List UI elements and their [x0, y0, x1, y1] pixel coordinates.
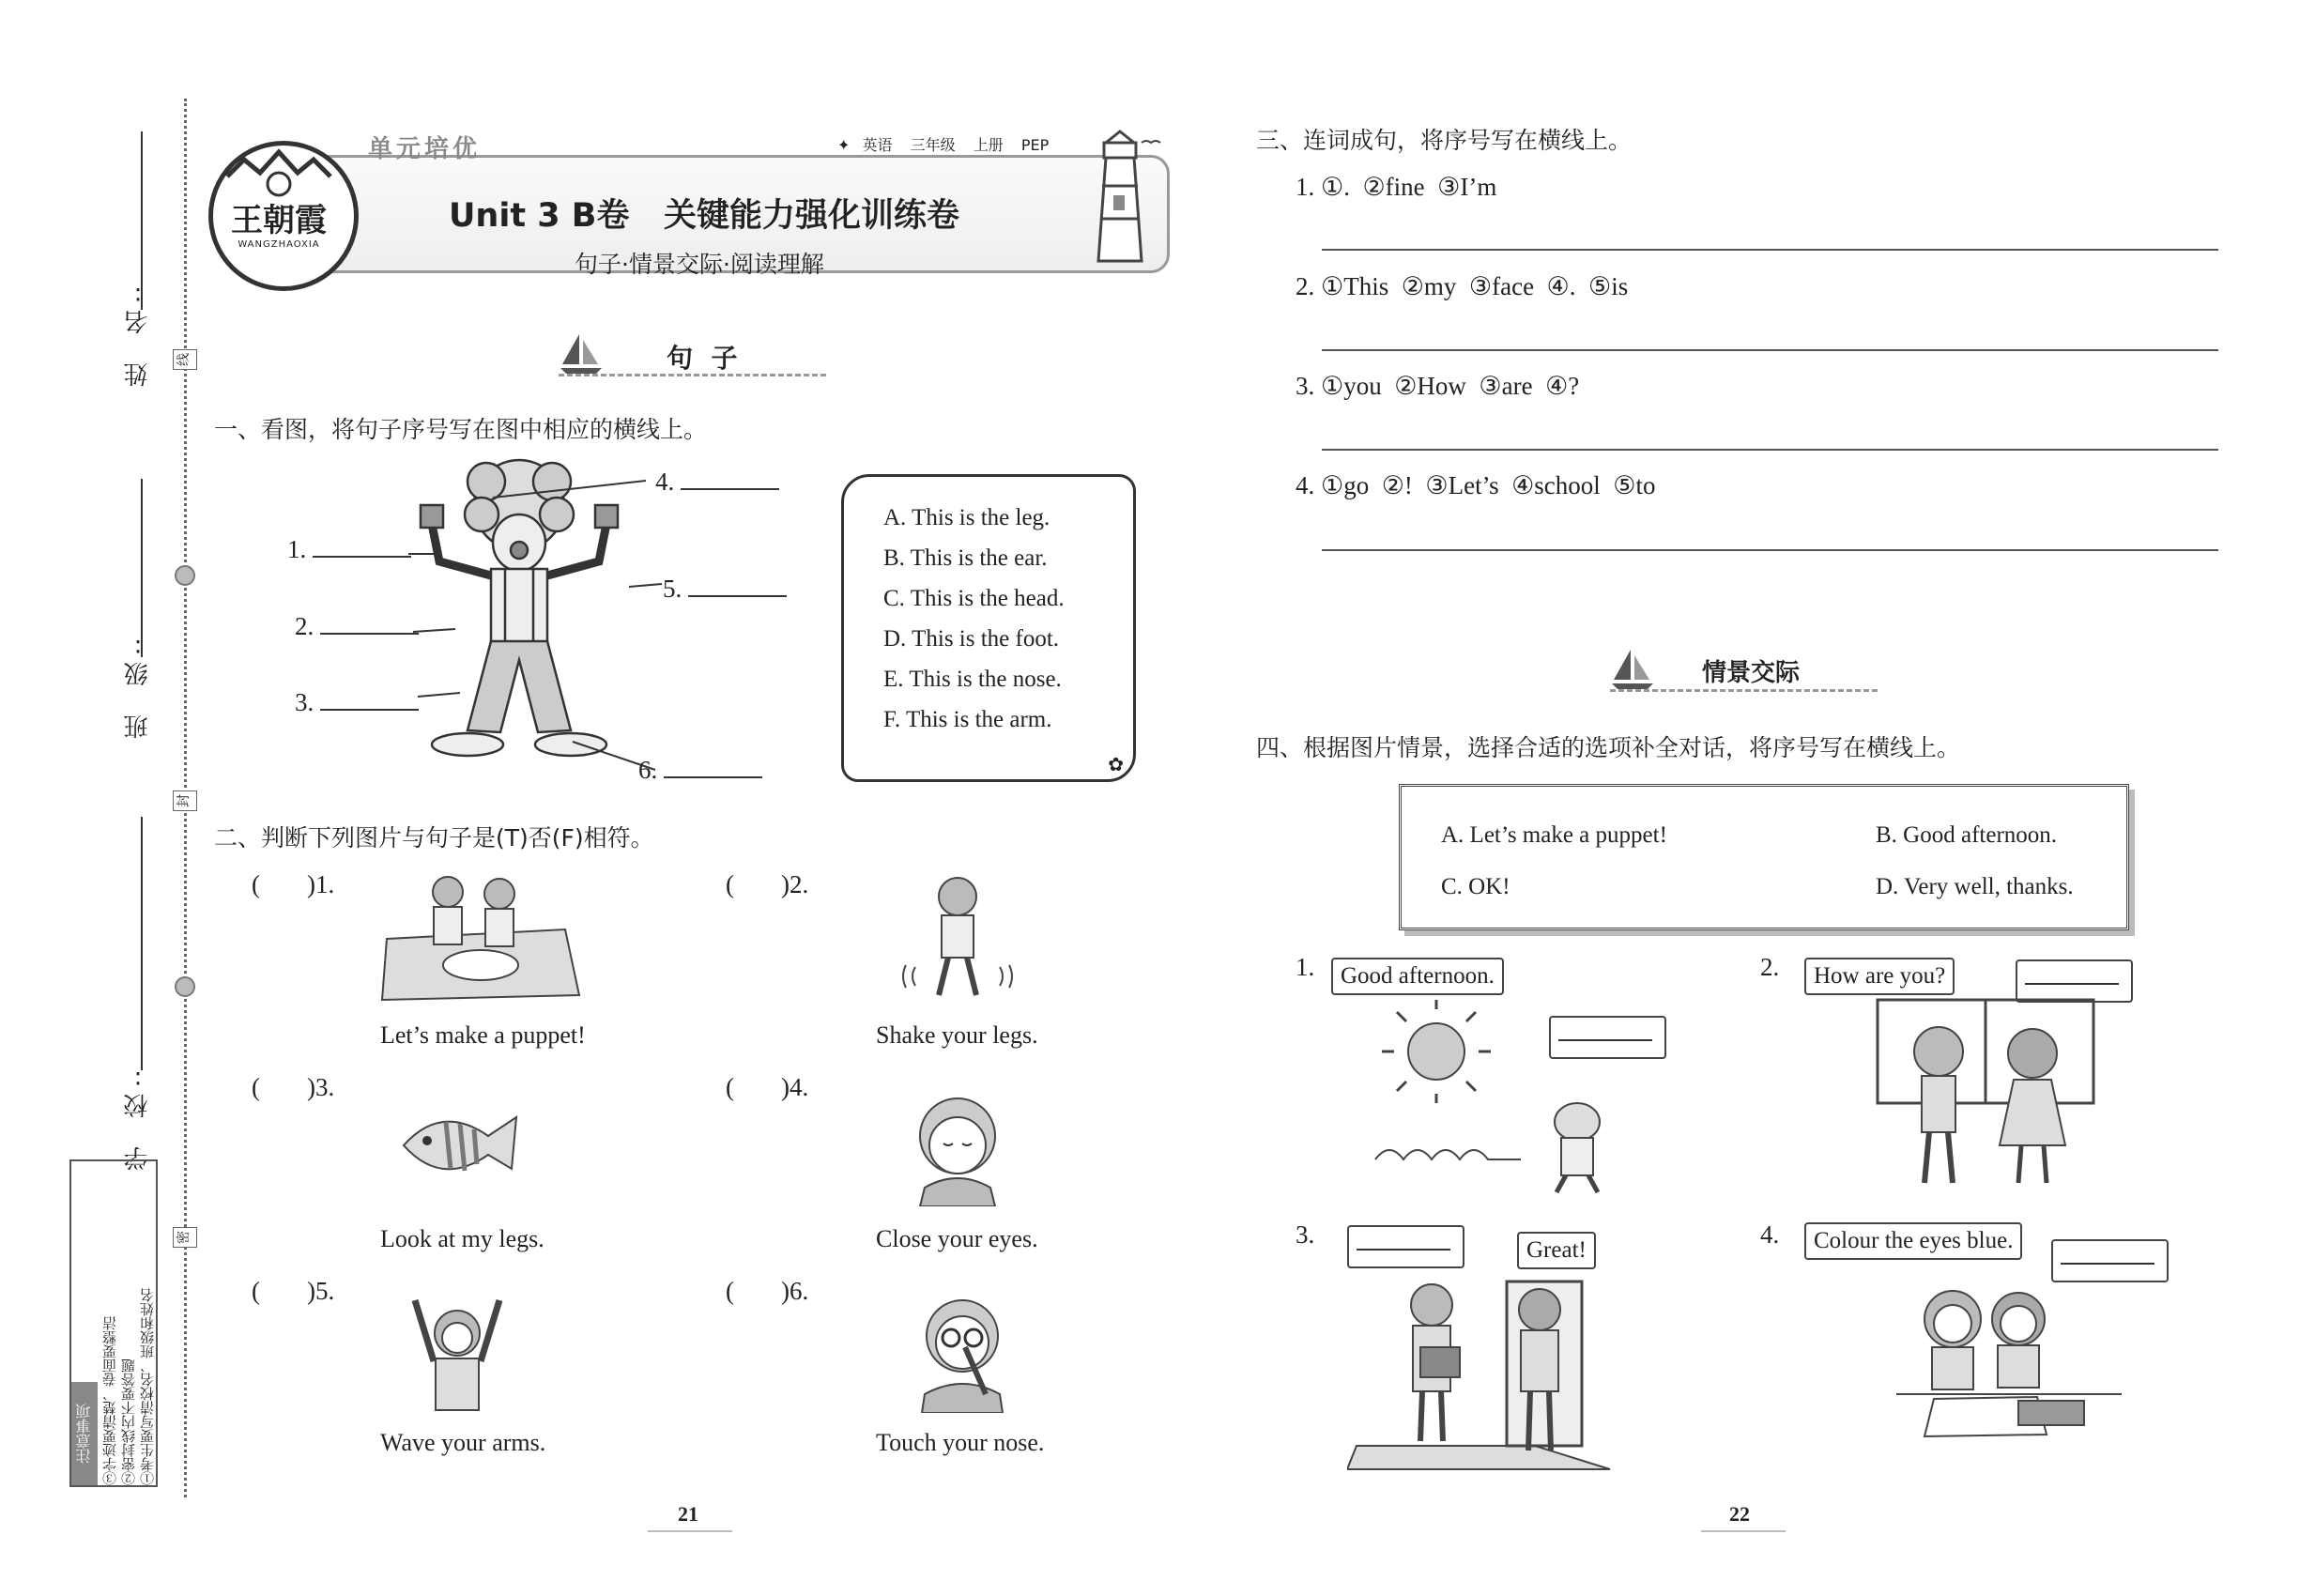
- item-number: )2.: [781, 870, 809, 898]
- seal-dot-icon: [175, 565, 195, 586]
- scene-4-number: 4.: [1760, 1220, 1780, 1249]
- note-2: ②密封线内不要答题: [120, 1358, 137, 1485]
- meta-grade: 三年级: [910, 136, 956, 154]
- section-title-sentences: 句 子: [667, 343, 738, 374]
- page-number-right: 22: [1729, 1502, 1750, 1526]
- q2-caption-2: Shake your legs.: [876, 1021, 1038, 1049]
- shake-legs-picture: [887, 873, 1028, 1005]
- item-number: )3.: [307, 1073, 335, 1101]
- class-label: 班 级:: [124, 634, 152, 739]
- scene-1-number: 1.: [1296, 953, 1315, 981]
- cut-mark-1: 线: [173, 349, 197, 370]
- q2-caption-5: Wave your arms.: [380, 1429, 546, 1456]
- q1-options-box: [841, 474, 1136, 782]
- greeting-kids-picture: [1873, 995, 2098, 1192]
- doorway-kids-picture: [1347, 1277, 1619, 1474]
- q1-blank-3[interactable]: [295, 688, 419, 717]
- touch-nose-picture: [911, 1291, 1014, 1413]
- q1-blank-6[interactable]: [638, 756, 762, 785]
- q4-instruction: 四、根据图片情景，选择合适的选项补全对话，将序号写在横线上。: [1256, 734, 1961, 761]
- q1-blank-1[interactable]: [287, 535, 411, 564]
- option-f: F. This is the arm.: [883, 707, 1052, 732]
- item-number: )1.: [307, 870, 335, 898]
- notes-box: [69, 1159, 158, 1487]
- page-number-decoration: [648, 1530, 732, 1532]
- scene-2-number: 2.: [1760, 953, 1780, 981]
- q1-blank-4[interactable]: [655, 468, 779, 497]
- section-header-dialogue: [1610, 646, 1878, 693]
- blank-number: 6.: [638, 756, 658, 784]
- section-title-dialogue: 情景交际: [1702, 659, 1801, 687]
- notes-title: 注意事项: [71, 1382, 98, 1485]
- header-meta: [837, 133, 1049, 155]
- school-line[interactable]: [141, 817, 143, 1070]
- q2-item-5-bracket[interactable]: ( )5.: [252, 1277, 335, 1305]
- scene-1-bubble: Good afternoon.: [1331, 958, 1504, 995]
- q1-blank-5[interactable]: [663, 575, 787, 604]
- q1-blank-2[interactable]: [295, 612, 419, 641]
- q4-options-box: [1399, 784, 2129, 930]
- girl-closed-eyes-picture: [906, 1089, 1009, 1206]
- q3-item-4: 4. ①go ②! ③Let’s ④school ⑤to: [1296, 471, 1656, 499]
- q2-item-1-bracket[interactable]: ( )1.: [252, 870, 335, 898]
- page-number-left: 21: [678, 1502, 698, 1526]
- series-label: 单元培优: [368, 135, 482, 163]
- item-number: )5.: [307, 1277, 335, 1305]
- wave-arms-picture: [387, 1281, 528, 1413]
- scene-3-number: 3.: [1296, 1220, 1315, 1249]
- option-d: D. This is the foot.: [883, 626, 1060, 652]
- section-header-sentences: [559, 330, 826, 377]
- brand-sub: WANGZHAOXIA: [238, 239, 320, 250]
- section-underline: [1610, 689, 1878, 692]
- q3-item-1: 1. ①. ②fine ③I’m: [1296, 173, 1497, 201]
- item-number: )4.: [781, 1073, 809, 1101]
- lighthouse-icon: [1078, 130, 1162, 266]
- puppet-picnic-picture: [377, 873, 584, 1005]
- item-number: )6.: [781, 1277, 809, 1305]
- q3-item-3: 3. ①you ②How ③are ④?: [1296, 372, 1580, 400]
- cut-mark-3: 密: [173, 1227, 197, 1248]
- blank-number: 3.: [295, 688, 314, 716]
- q3-answer-line-3[interactable]: [1322, 449, 2218, 451]
- q2-item-6-bracket[interactable]: ( )6.: [726, 1277, 809, 1305]
- seal-dot-icon: [175, 976, 195, 997]
- q3-item-2: 2. ①This ②my ③face ④. ⑤is: [1296, 272, 1629, 300]
- q3-answer-line-2[interactable]: [1322, 349, 2218, 351]
- option-c: C. This is the head.: [883, 586, 1065, 611]
- scene-3-bubble: Great!: [1517, 1232, 1596, 1269]
- note-3: ③字迹要清楚、卷面要整洁: [101, 1316, 118, 1485]
- meta-volume: 上册: [973, 136, 1004, 154]
- sailboat-icon: [559, 330, 606, 376]
- q3-answer-line-1[interactable]: [1322, 249, 2218, 251]
- drawing-kids-picture: [1896, 1277, 2122, 1441]
- flower-icon: ✿: [1108, 753, 1124, 775]
- q2-caption-4: Close your eyes.: [876, 1225, 1038, 1252]
- q3-answer-line-4[interactable]: [1322, 549, 2218, 551]
- q1-instruction: 一、看图，将句子序号写在图中相应的横线上。: [214, 416, 708, 443]
- blank-number: 4.: [655, 468, 675, 496]
- dialog-option-b: B. Good afternoon.: [1876, 822, 2058, 848]
- sun-and-dog-picture: [1371, 995, 1652, 1202]
- q2-item-3-bracket[interactable]: ( )3.: [252, 1073, 335, 1101]
- scene-3-answer-bubble[interactable]: [1347, 1225, 1464, 1268]
- dialog-option-d: D. Very well, thanks.: [1876, 874, 2074, 899]
- option-b: B. This is the ear.: [883, 545, 1048, 571]
- brand-logo: [208, 141, 359, 291]
- name-label: 姓 名:: [124, 282, 152, 387]
- option-a: A. This is the leg.: [883, 505, 1050, 530]
- dialog-option-c: C. OK!: [1441, 874, 1510, 899]
- blank-number: 5.: [663, 575, 682, 603]
- class-line[interactable]: [141, 479, 143, 657]
- fish-picture: [394, 1094, 526, 1197]
- page-subtitle: 句子·情景交际·阅读理解: [575, 251, 824, 278]
- scene-2-bubble: How are you?: [1804, 958, 1955, 995]
- option-e: E. This is the nose.: [883, 667, 1062, 692]
- brand-name: 王朝霞: [231, 204, 327, 238]
- note-1: ①考生要写清校名、班级和姓名: [139, 1288, 156, 1485]
- q2-caption-1: Let’s make a puppet!: [380, 1021, 586, 1049]
- sailboat-icon: [1610, 646, 1657, 691]
- blank-number: 1.: [287, 535, 307, 563]
- q2-instruction: 二、判断下列图片与句子是(T)否(F)相符。: [214, 824, 654, 852]
- q2-item-4-bracket[interactable]: ( )4.: [726, 1073, 809, 1101]
- q2-item-2-bracket[interactable]: ( )2.: [726, 870, 809, 898]
- meta-edition: PEP: [1020, 136, 1050, 154]
- page-number-decoration: [1701, 1530, 1786, 1532]
- school-label: 学 校:: [124, 1066, 152, 1171]
- notes-text: [100, 1161, 156, 1485]
- name-line[interactable]: [141, 131, 143, 310]
- sparkle-icon: ✦: [837, 136, 851, 154]
- q2-caption-6: Touch your nose.: [876, 1429, 1045, 1456]
- q3-instruction: 三、连词成句，将序号写在横线上。: [1256, 127, 1633, 154]
- cut-mark-2: 封: [173, 790, 197, 811]
- dialog-option-a: A. Let’s make a puppet!: [1441, 822, 1667, 848]
- meta-subject: 英语: [862, 136, 893, 154]
- scene-4-bubble: Colour the eyes blue.: [1804, 1222, 2022, 1260]
- blank-number: 2.: [295, 612, 314, 640]
- page-title: Unit 3 B卷 关键能力强化训练卷: [449, 197, 960, 235]
- section-underline: [559, 374, 826, 376]
- q2-caption-3: Look at my legs.: [380, 1225, 544, 1252]
